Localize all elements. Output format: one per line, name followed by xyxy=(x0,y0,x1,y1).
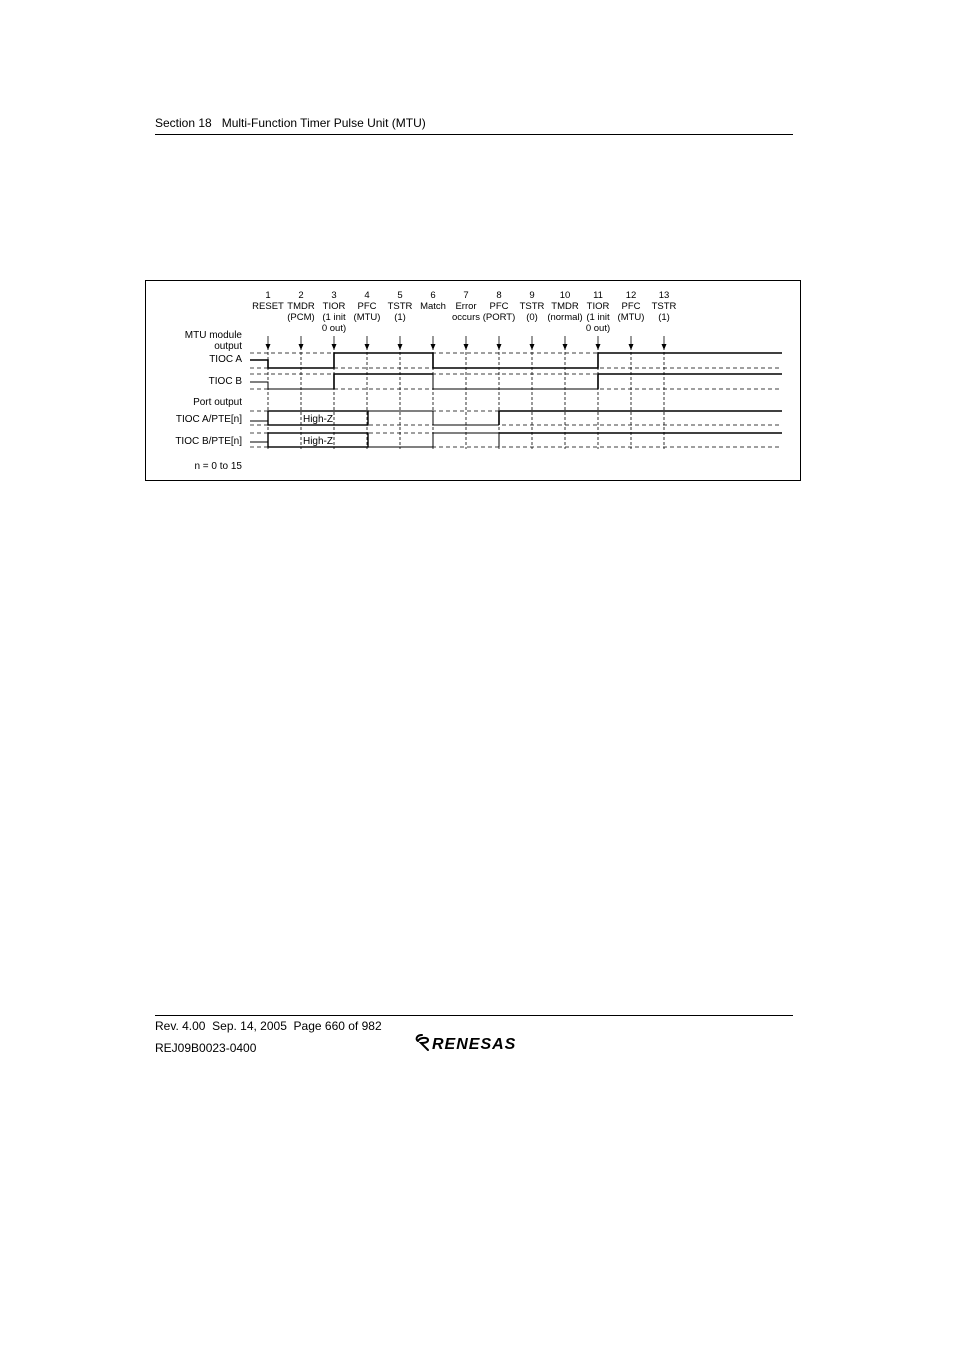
step-label-line: (1) xyxy=(658,312,670,323)
label-port-output: Port output xyxy=(193,397,242,408)
step-label-line: TSTR xyxy=(519,301,545,312)
step-number: 10 xyxy=(559,290,571,301)
step-label-line: (MTU) xyxy=(353,312,381,323)
step-number: 11 xyxy=(593,290,603,301)
step-labels xyxy=(252,290,676,334)
header-rule xyxy=(155,134,793,135)
step-arrow-head xyxy=(497,344,502,350)
step-label-line: TIOR xyxy=(322,301,346,312)
step-label-line: 0 out) xyxy=(321,323,347,334)
step-label-line: PFC xyxy=(621,301,641,312)
label-tioc-b: TIOC B xyxy=(208,376,242,387)
step-number: 6 xyxy=(430,290,436,301)
step-number: 8 xyxy=(496,290,502,301)
step-number: 3 xyxy=(331,290,337,301)
label-mtu-module: MTU module xyxy=(184,330,242,341)
timing-diagram-figure xyxy=(145,280,801,481)
step-label-line: occurs xyxy=(452,312,480,323)
label-tioc-a-pte: TIOC A/PTE[n] xyxy=(175,414,242,425)
renesas-logo-mark xyxy=(414,1033,536,1053)
waveform-tioc-a xyxy=(250,353,782,368)
footer-rule xyxy=(155,1015,793,1016)
step-label-line: (PCM) xyxy=(287,312,315,323)
footer-revision: Rev. 4.00 Sep. 14, 2005 Page 660 of 982 xyxy=(155,1019,382,1033)
step-label-line: TSTR xyxy=(387,301,413,312)
step-label-line: Match xyxy=(420,301,446,312)
label-tioc-a: TIOC A xyxy=(209,354,242,365)
step-label-line: Error xyxy=(455,301,477,312)
renesas-logo xyxy=(414,1033,536,1058)
waveform-tioc-b-pte xyxy=(368,433,499,447)
timing-diagram xyxy=(146,281,800,480)
step-label-line: (1 init xyxy=(586,312,610,323)
step-arrow-head xyxy=(464,344,469,350)
step-label-line: (1) xyxy=(394,312,406,323)
step-label-line: (MTU) xyxy=(617,312,645,323)
step-label-line: (0) xyxy=(526,312,538,323)
waveform-tioc-b-low xyxy=(433,374,598,389)
step-arrow-head xyxy=(629,344,634,350)
step-label-line: (normal) xyxy=(547,312,583,323)
step-arrow-head xyxy=(596,344,601,350)
step-arrow-head xyxy=(266,344,271,350)
step-number: 5 xyxy=(397,290,403,301)
step-number: 2 xyxy=(298,290,304,301)
step-arrow-head xyxy=(332,344,337,350)
step-label-line: PFC xyxy=(489,301,509,312)
step-arrow-head xyxy=(431,344,436,350)
row-labels xyxy=(175,330,242,472)
step-arrow-head xyxy=(563,344,568,350)
waveform-tioc-a-pte xyxy=(368,411,499,425)
footer-doc-number: REJ09B0023-0400 xyxy=(155,1041,257,1055)
step-number: 9 xyxy=(529,290,535,301)
step-label-line: (PORT) xyxy=(482,312,516,323)
renesas-logo-text: RENESAS xyxy=(432,1036,517,1053)
step-arrow-head xyxy=(365,344,370,350)
waveforms xyxy=(250,353,782,447)
step-number: 7 xyxy=(463,290,469,301)
step-label-line: TSTR xyxy=(651,301,677,312)
step-label-line: TIOR xyxy=(586,301,610,312)
step-number: 1 xyxy=(265,290,271,301)
step-arrow-head xyxy=(299,344,304,350)
waveform-tioc-b-final xyxy=(598,374,782,389)
step-number: 4 xyxy=(364,290,370,301)
step-label-line: (1 init xyxy=(322,312,346,323)
step-label-line: RESET xyxy=(252,301,284,312)
step-arrow-head xyxy=(662,344,667,350)
step-arrows xyxy=(266,336,667,350)
waveform-tioc-b xyxy=(250,382,334,389)
step-arrow-head xyxy=(398,344,403,350)
label-mtu-output: output xyxy=(214,341,242,352)
section-header: Section 18 Multi-Function Timer Pulse Unit (MTU) xyxy=(155,116,426,130)
step-label-line: TMDR xyxy=(287,301,315,312)
highz-label-a: High-Z xyxy=(302,414,334,425)
step-number: 13 xyxy=(658,290,670,301)
label-tioc-b-pte: TIOC B/PTE[n] xyxy=(175,436,242,447)
waveform-tioc-a-pte-final xyxy=(499,411,782,425)
step-label-line: 0 out) xyxy=(585,323,611,334)
label-n-range: n = 0 to 15 xyxy=(194,461,242,472)
step-number: 12 xyxy=(625,290,637,301)
step-arrow-head xyxy=(530,344,535,350)
step-label-line: PFC xyxy=(357,301,377,312)
waveform-tioc-b-high xyxy=(334,374,433,389)
step-label-line: TMDR xyxy=(551,301,579,312)
highz-label-b: High-Z xyxy=(302,436,334,447)
